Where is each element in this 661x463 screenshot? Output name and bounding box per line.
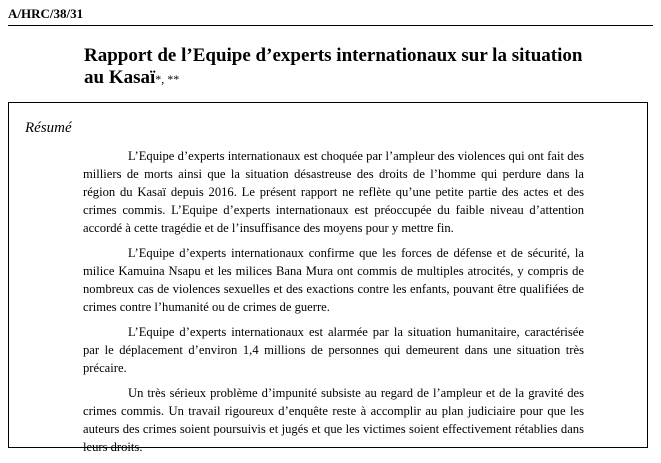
summary-box: [8, 102, 648, 454]
document-symbol: A/HRC/38/31: [8, 6, 84, 21]
summary-paragraph: Un très sérieux problème d’impunité subsiste au regard de l’ampleur et de la gravité des crimes commis. Un travail rigoureux d’enquête reste à accomplir au plan judiciaire pour que les auteurs des crimes soient poursuivis et jugés et que les victimes soient effectivement rétablies dans leurs droits.: [83, 386, 584, 454]
summary-paragraph: L’Equipe d’experts internationaux est choquée par l’ampleur des violences qui ont fait des milliers de morts ainsi que la situation désastreuse des droits de l’homme qui perdure dans la région du Kasaï depuis 2016. Le présent rapport ne reflète qu’une petite partie des actes et des crimes commis. L’Equipe d’experts internationaux est préoccupée du faible niveau d’attention accordé à cette tragédie et de l’insuffisance des moyens pour y mettre fin.: [83, 149, 584, 235]
footnote-marks: *, **: [155, 72, 180, 86]
summary-paragraph: L’Equipe d’experts internationaux confirme que les forces de défense et de sécurité, la milice Kamuina Nsapu et les milices Bana Mura ont commis de multiples atrocités, y compris de nombreux cas de violences sexuelles et des exactions contre les enfants, pouvant être qualifiées de crimes contre l’humanité ou de crimes de guerre.: [83, 246, 584, 314]
header-divider: [8, 25, 653, 26]
report-title-text: Rapport de l’Equipe d’experts internationaux sur la situation au Kasaï: [84, 45, 583, 88]
summary-paragraph: L’Equipe d’experts internationaux est alarmée par la situation humanitaire, caractérisée par le déplacement d’environ 1,4 millions de personnes qui demeurent dans une situation très précaire.: [83, 325, 584, 375]
summary-body: [83, 147, 584, 463]
summary-heading: Résumé: [25, 120, 72, 136]
report-title: [84, 45, 604, 90]
